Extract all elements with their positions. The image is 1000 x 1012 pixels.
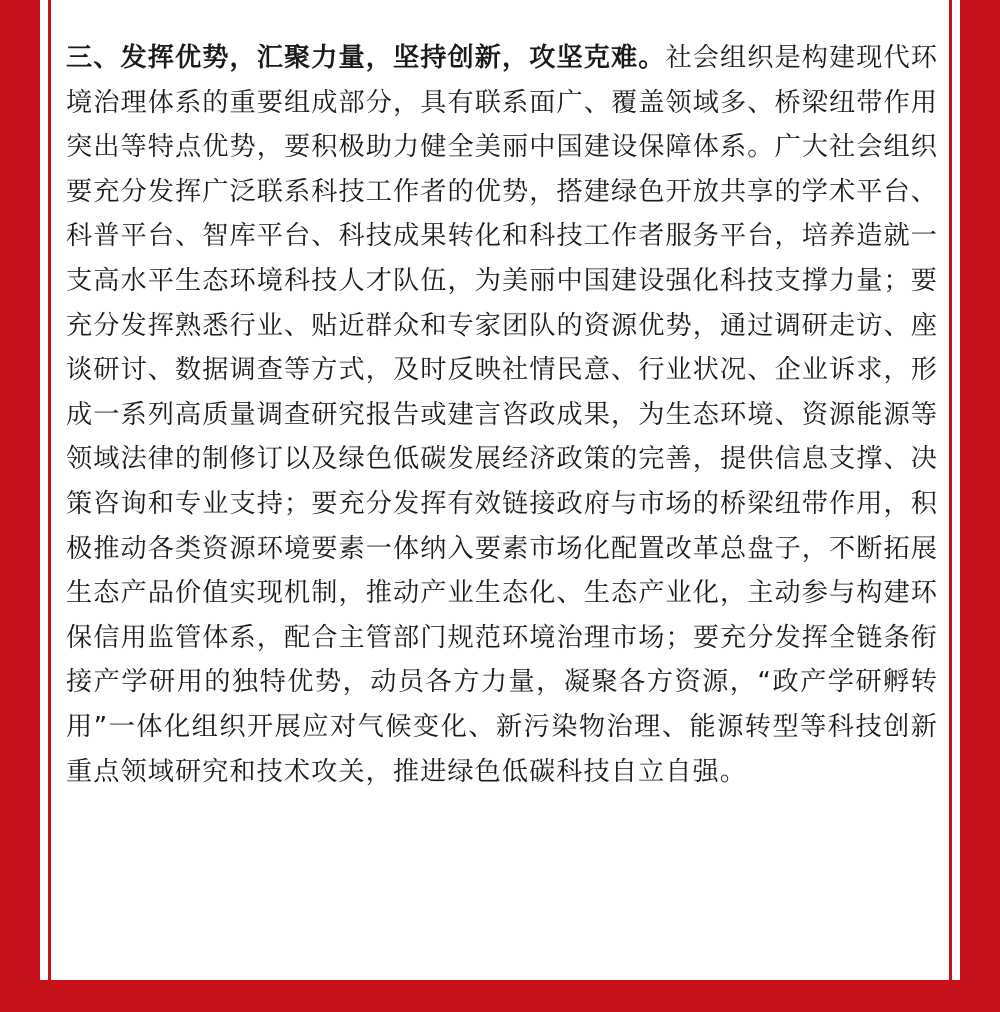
article-paragraph: [66, 36, 938, 794]
left-border-line: [48, 0, 51, 980]
section-body: 社会组织是构建现代环境治理体系的重要组成部分，具有联系面广、覆盖领域多、桥梁纽带作用突出等特点优势，要积极助力健全美丽中国建设保障体系。广大社会组织要充分发挥广泛联系科技工作者的优势，搭建绿色开放共享的学术平台、科普平台、智库平台、科技成果转化和科技工作者服务平台，培养造就一支高水平生态环境科技人才队伍，为美丽中国建设强化科技支撑力量；要充分发挥熟悉行业、贴近群众和专家团队的资源优势，通过调研走访、座谈研讨、数据调查等方式，及时反映社情民意、行业状况、企业诉求，形成一系列高质量调查研究报告或建言咨政成果，为生态环境、资源能源等领域法律的制修订以及绿色低碳发展经济政策的完善，提供信息支撑、决策咨询和专业支持；要充分发挥有效链接政府与市场的桥梁纽带作用，积极推动各类资源环境要素一体纳入要素市场化配置改革总盘子，不断拓展生态产品价值实现机制，推动产业生态化、生态产业化，主动参与构建环保信用监管体系，配合主管部门规范环境治理市场；要充分发挥全链条衔接产学研用的独特优势，动员各方力量，凝聚各方资源，“政产学研孵转用”一体化组织开展应对气候变化、新污染物治理、能源转型等科技创新重点领域研究和技术攻关，推进绿色低碳科技自立自强。: [66, 43, 938, 787]
right-border-line: [949, 0, 952, 980]
section-heading: 三、发挥优势，汇聚力量，坚持创新，攻坚克难。: [66, 43, 666, 73]
